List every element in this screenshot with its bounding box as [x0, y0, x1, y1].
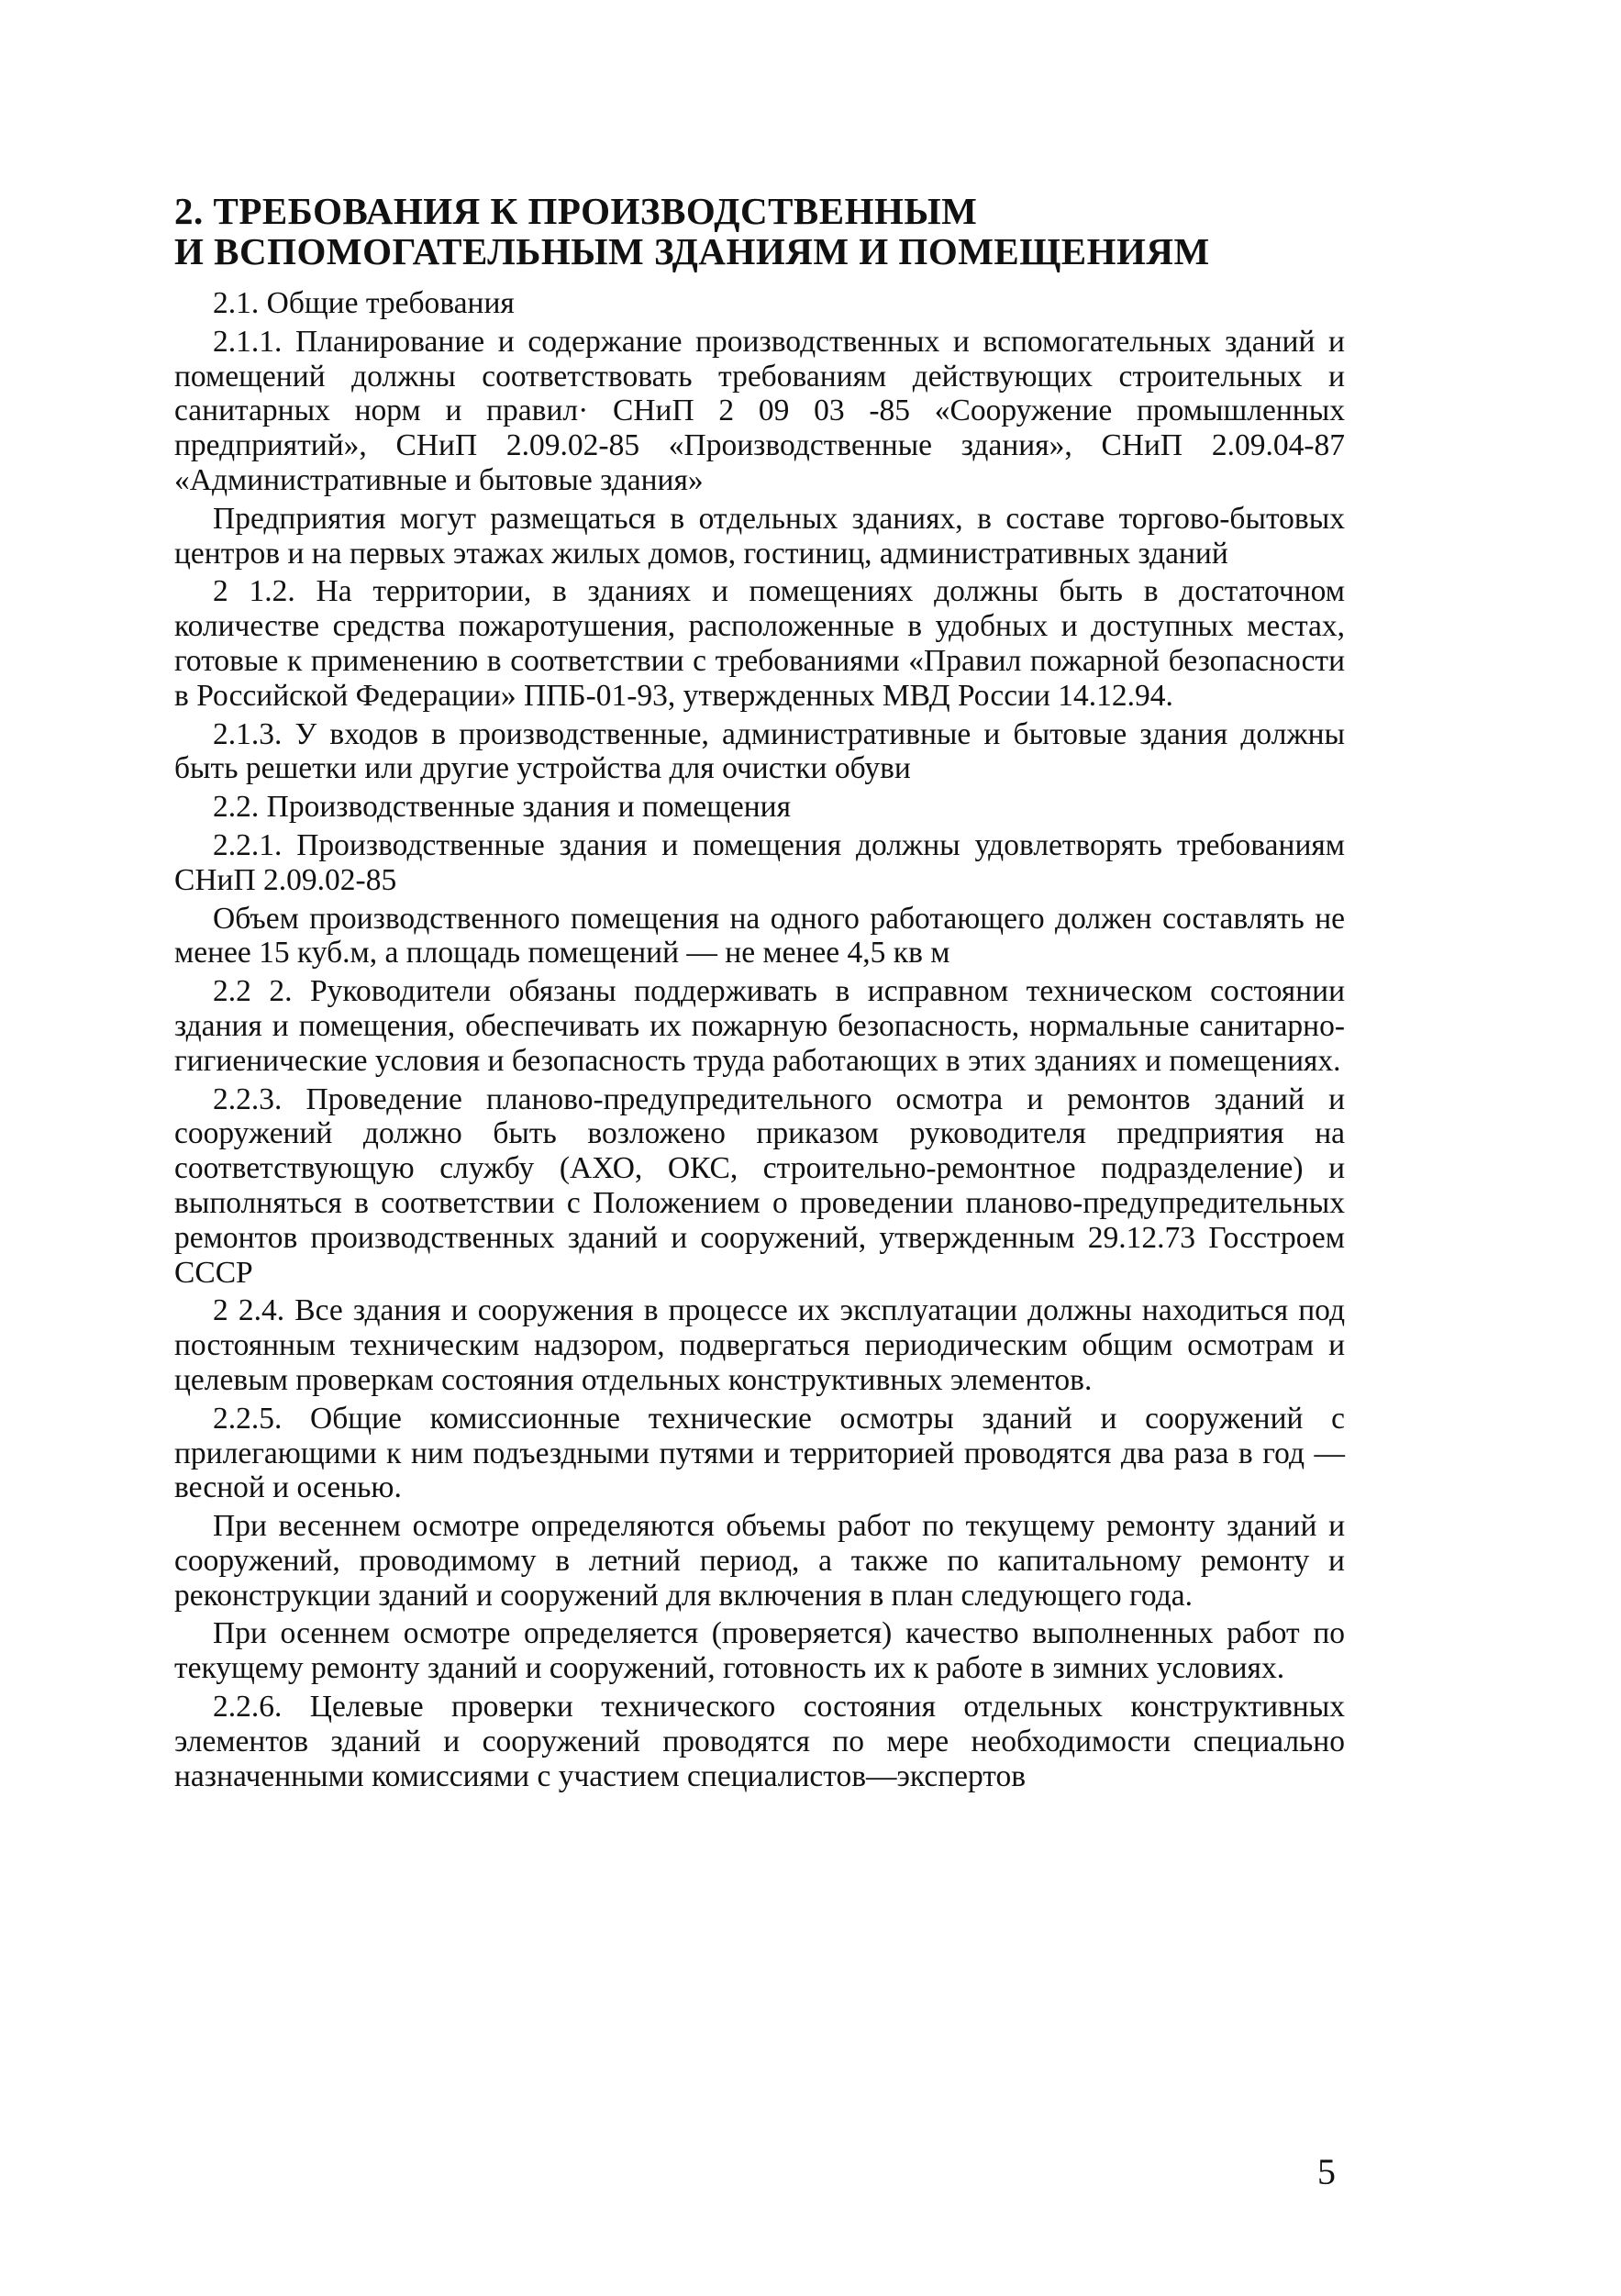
- paragraph-2-1-2: 2 1.2. На территории, в зданиях и помещениях должны быть в достаточном количестве средства пожаротушения, расположенные в удобных и доступных местах, готовые к применению в соответствии с требованиями «Правил пожарной безопасности в Российской Федерации» ППБ-01-93, утвержденных МВД России 14.12.94.: [174, 574, 1345, 713]
- section-title-line-1: 2. ТРЕБОВАНИЯ К ПРОИЗВОДСТВЕННЫМ: [174, 190, 978, 232]
- page-number: 5: [1317, 2151, 1336, 2192]
- section-title: [174, 191, 1345, 272]
- paragraph-2-1-3: 2.1.3. У входов в производственные, административные и бытовые здания должны быть решетки или другие устройства для очистки обуви: [174, 716, 1345, 786]
- paragraph-2-2-1: 2.2.1. Производственные здания и помещения должны удовлетворять требованиям СНиП 2.09.02-85: [174, 827, 1345, 897]
- paragraph-autumn-inspection: При осеннем осмотре определяется (проверяется) качество выполненных работ по текущему ремонту зданий и сооружений, готовность их к работе в зимних условиях.: [174, 1616, 1345, 1686]
- paragraph-2-2-4: 2 2.4. Все здания и сооружения в процессе их эксплуатации должны находиться под постоянным техническим надзором, подвергаться периодическим общим осмотрам и целевым проверкам состояния отдельных конструктивных элементов.: [174, 1293, 1345, 1397]
- paragraph-2-1-1: 2.1.1. Планирование и содержание производственных и вспомогательных зданий и помещений должны соответствовать требованиям действующих строительных и санитарных норм и правил· СНиП 2 09 03 -85 «Сооружение промышленных предприятий», СНиП 2.09.02-85 «Производственные здания», СНиП 2.09.04-87 «Административные и бытовые здания»: [174, 324, 1345, 497]
- section-title-line-2: И ВСПОМОГАТЕЛЬНЫМ ЗДАНИЯМ И ПОМЕЩЕНИЯМ: [174, 230, 1210, 272]
- paragraph-2-2-5: 2.2.5. Общие комиссионные технические осмотры зданий и сооружений с прилегающими к ним подъездными путями и территорией проводятся два раза в год — весной и осенью.: [174, 1401, 1345, 1505]
- paragraph-2-2-2: 2.2 2. Руководители обязаны поддерживать в исправном техническом состоянии здания и помещения, обеспечивать их пожарную безопасность, нормальные санитарно-гигиенические условия и безопасность труда работающих в этих зданиях и помещениях.: [174, 974, 1345, 1078]
- paragraph-spring-inspection: При весеннем осмотре определяются объемы работ по текущему ремонту зданий и сооружений, проводимому в летний период, а также по капитальному ремонту и реконструкции зданий и сооружений для включения в план следующего года.: [174, 1509, 1345, 1613]
- page-content: [174, 191, 1345, 1797]
- paragraph-2-2-3: 2.2.3. Проведение планово-предупредительного осмотра и ремонтов зданий и сооружений должно быть возложено приказом руководителя предприятия на соответствующую службу (АХО, ОКС, строительно-ремонтное подразделение) и выполняться в соответствии с Положением о проведении планово-предупредительных ремонтов производственных зданий и сооружений, утвержденным 29.12.73 Госстроем СССР: [174, 1081, 1345, 1290]
- subsection-heading-2-2: 2.2. Производственные здания и помещения: [213, 790, 792, 825]
- paragraph-enterprise-location: Предприятия могут размещаться в отдельных зданиях, в составе торгово-бытовых центров и на первых этажах жилых домов, гостиниц, административных зданий: [174, 501, 1345, 571]
- paragraph-2-2-6: 2.2.6. Целевые проверки технического состояния отдельных конструктивных элементов зданий и сооружений проводятся по мере необходимости специально назначенными комиссиями с участием специалистов—экспертов: [174, 1690, 1345, 1793]
- paragraph-room-volume: Объем производственного помещения на одного работающего должен составлять не менее 15 куб.м, а площадь помещений — не менее 4,5 кв м: [174, 901, 1345, 971]
- subsection-heading-2-1: 2.1. Общие требования: [213, 286, 515, 320]
